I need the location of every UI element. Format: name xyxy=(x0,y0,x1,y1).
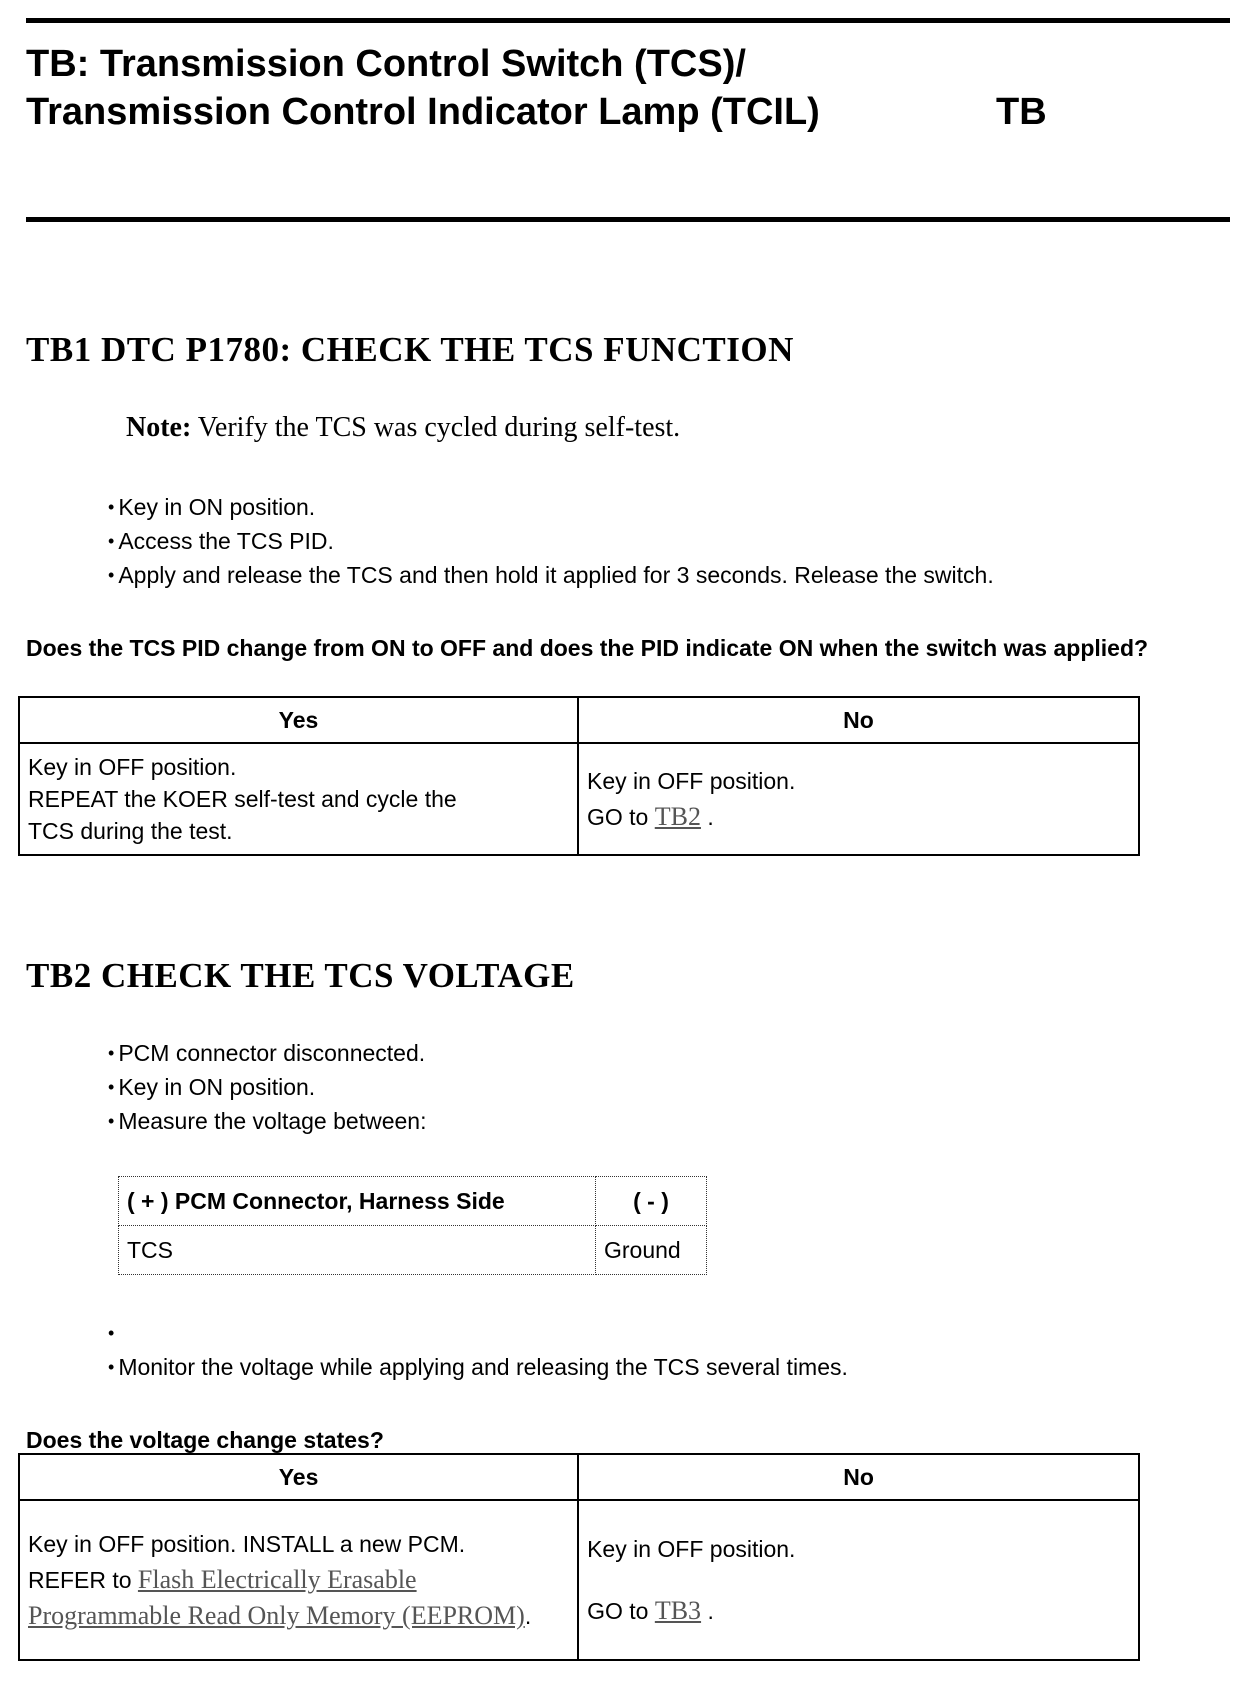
refer-suffix: . xyxy=(524,1603,532,1629)
step-tb1-bullets xyxy=(108,490,994,592)
yes-refer xyxy=(28,1562,569,1634)
bullet-item: • PCM connector disconnected. xyxy=(108,1036,426,1070)
measure-table xyxy=(118,1176,707,1275)
bullet-item: • Access the TCS PID. xyxy=(108,524,994,558)
bullet-item: • Key in ON position. xyxy=(108,1070,426,1104)
header-bottom-rule xyxy=(26,217,1230,222)
goto-prefix: GO to xyxy=(587,1598,649,1624)
bullet-item: • Apply and release the TCS and then hold it applied for 3 seconds. Release the switch. xyxy=(108,558,994,592)
link-flash-eeprom[interactable]: Flash Electrically Erasable Programmable Read Only Memory (EEPROM) xyxy=(28,1565,525,1630)
link-tb3[interactable]: TB3 xyxy=(654,1596,702,1625)
no-cell xyxy=(578,1500,1139,1660)
plus-value: TCS xyxy=(119,1226,596,1275)
step-tb2-bullets xyxy=(108,1036,426,1138)
goto-suffix: . xyxy=(707,1598,714,1624)
yes-line: Key in OFF position. INSTALL a new PCM. xyxy=(28,1531,466,1557)
yes-line: Key in OFF position. xyxy=(28,754,237,780)
no-line: Key in OFF position. xyxy=(587,768,796,794)
bullet-item: • Measure the voltage between: xyxy=(108,1104,426,1138)
step-tb2-question: Does the voltage change states? xyxy=(26,1427,384,1453)
section-title: TB: Transmission Control Switch (TCS)/ Transmission Control Indicator Lamp (TCIL) xyxy=(26,43,820,133)
step-tb1-note xyxy=(126,412,680,444)
note-label: Note: xyxy=(126,412,192,443)
no-cell xyxy=(578,743,1139,855)
bullet-item-empty xyxy=(108,1316,848,1350)
yes-line: TCS during the test. xyxy=(28,818,233,844)
bullet-item: • Monitor the voltage while applying and releasing the TCS several times. xyxy=(108,1350,848,1384)
minus-value: Ground xyxy=(596,1226,707,1275)
no-line: Key in OFF position. xyxy=(587,1536,796,1562)
no-header: No xyxy=(578,1454,1139,1500)
link-tb2[interactable]: TB2 xyxy=(654,802,701,831)
step-tb1-result-table xyxy=(18,696,1140,856)
section-code: TB xyxy=(996,91,1047,133)
goto-suffix: . xyxy=(707,804,714,830)
refer-prefix: REFER to xyxy=(28,1567,132,1593)
step-tb2-result-table xyxy=(18,1453,1140,1661)
yes-line: REPEAT the KOER self-test and cycle the xyxy=(28,786,457,812)
note-text: Verify the TCS was cycled during self-test. xyxy=(197,412,681,443)
step-tb2-bullets-2 xyxy=(108,1316,848,1384)
yes-cell xyxy=(19,1500,578,1660)
goto-prefix: GO to xyxy=(587,804,649,830)
no-goto xyxy=(587,1595,1130,1627)
bullet-item: • Key in ON position. xyxy=(108,490,994,524)
top-rule xyxy=(26,18,1230,23)
no-header: No xyxy=(578,697,1139,743)
yes-header: Yes xyxy=(19,697,578,743)
step-tb2-heading: TB2 CHECK THE TCS VOLTAGE xyxy=(26,956,575,995)
plus-header: ( + ) PCM Connector, Harness Side xyxy=(119,1177,596,1226)
no-goto xyxy=(587,801,1130,833)
minus-header: ( - ) xyxy=(596,1177,707,1226)
yes-header: Yes xyxy=(19,1454,578,1500)
section-header xyxy=(26,40,1226,136)
yes-cell xyxy=(19,743,578,855)
step-tb1-heading: TB1 DTC P1780: CHECK THE TCS FUNCTION xyxy=(26,330,794,369)
step-tb1-question: Does the TCS PID change from ON to OFF and does the PID indicate ON when the switch was applied? xyxy=(26,635,1149,661)
